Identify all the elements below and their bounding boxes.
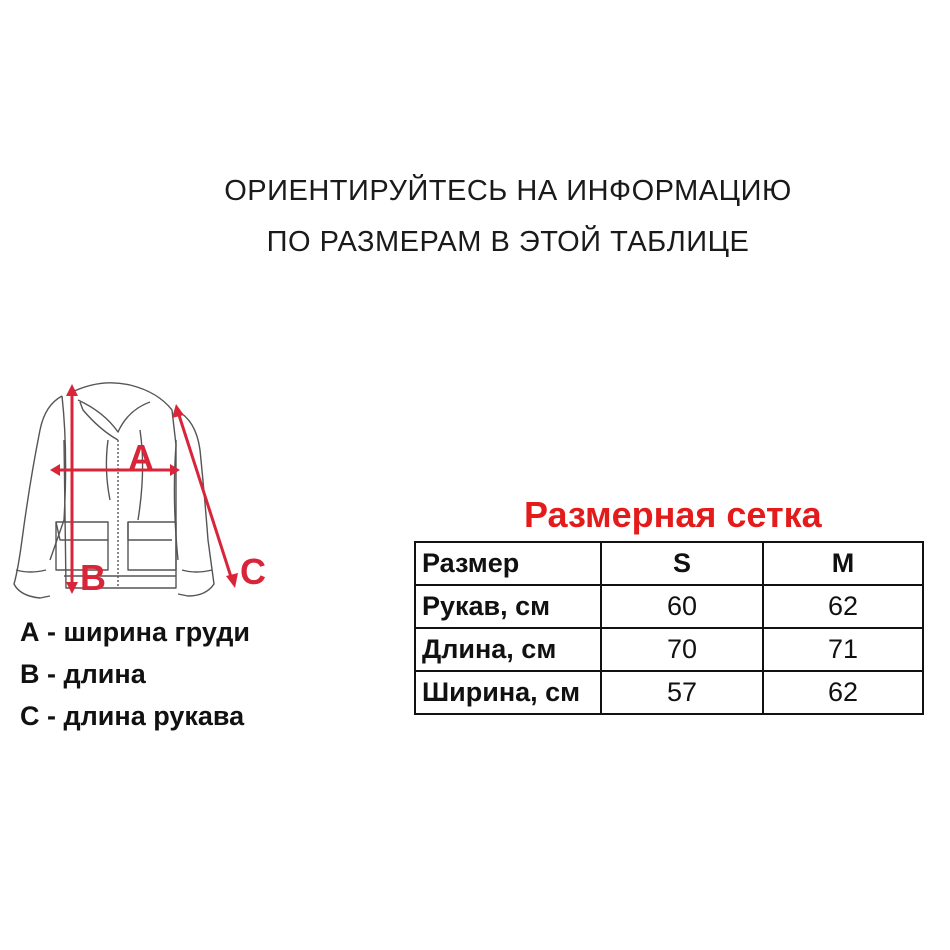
cell-s: 60	[601, 585, 763, 628]
table-row	[415, 628, 923, 671]
size-table	[414, 541, 924, 715]
label-c: C	[240, 551, 266, 592]
table-row	[415, 671, 923, 714]
header-m: M	[763, 542, 923, 585]
cell-m: 71	[763, 628, 923, 671]
arrow-head-left	[50, 464, 60, 476]
arrow-head-sleeve-top	[172, 404, 184, 418]
cell-m: 62	[763, 585, 923, 628]
row-label: Длина, см	[415, 628, 601, 671]
jacket-outline	[14, 383, 214, 598]
legend-length: В - длина	[20, 659, 146, 689]
label-a: A	[128, 437, 154, 478]
cell-m: 62	[763, 671, 923, 714]
legend-chest-width: А - ширина груди	[20, 617, 250, 647]
table-row	[415, 585, 923, 628]
table-header-row	[415, 542, 923, 585]
sleeve-length-arrow	[178, 412, 232, 580]
size-grid-title: Размерная сетка	[524, 494, 822, 535]
row-label: Рукав, см	[415, 585, 601, 628]
measurement-arrows	[50, 384, 238, 594]
cell-s: 57	[601, 671, 763, 714]
arrow-head-sleeve-bottom	[226, 573, 238, 588]
jacket-diagram	[0, 370, 300, 610]
legend-sleeve-length: С - длина рукава	[20, 701, 245, 731]
header-size: Размер	[415, 542, 601, 585]
heading-line-1: ОРИЕНТИРУЙТЕСЬ НА ИНФОРМАЦИЮ	[224, 175, 792, 207]
header-s: S	[601, 542, 763, 585]
label-b: B	[80, 557, 106, 598]
cell-s: 70	[601, 628, 763, 671]
row-label: Ширина, см	[415, 671, 601, 714]
heading-line-2: ПО РАЗМЕРАМ В ЭТОЙ ТАБЛИЦЕ	[266, 226, 750, 258]
